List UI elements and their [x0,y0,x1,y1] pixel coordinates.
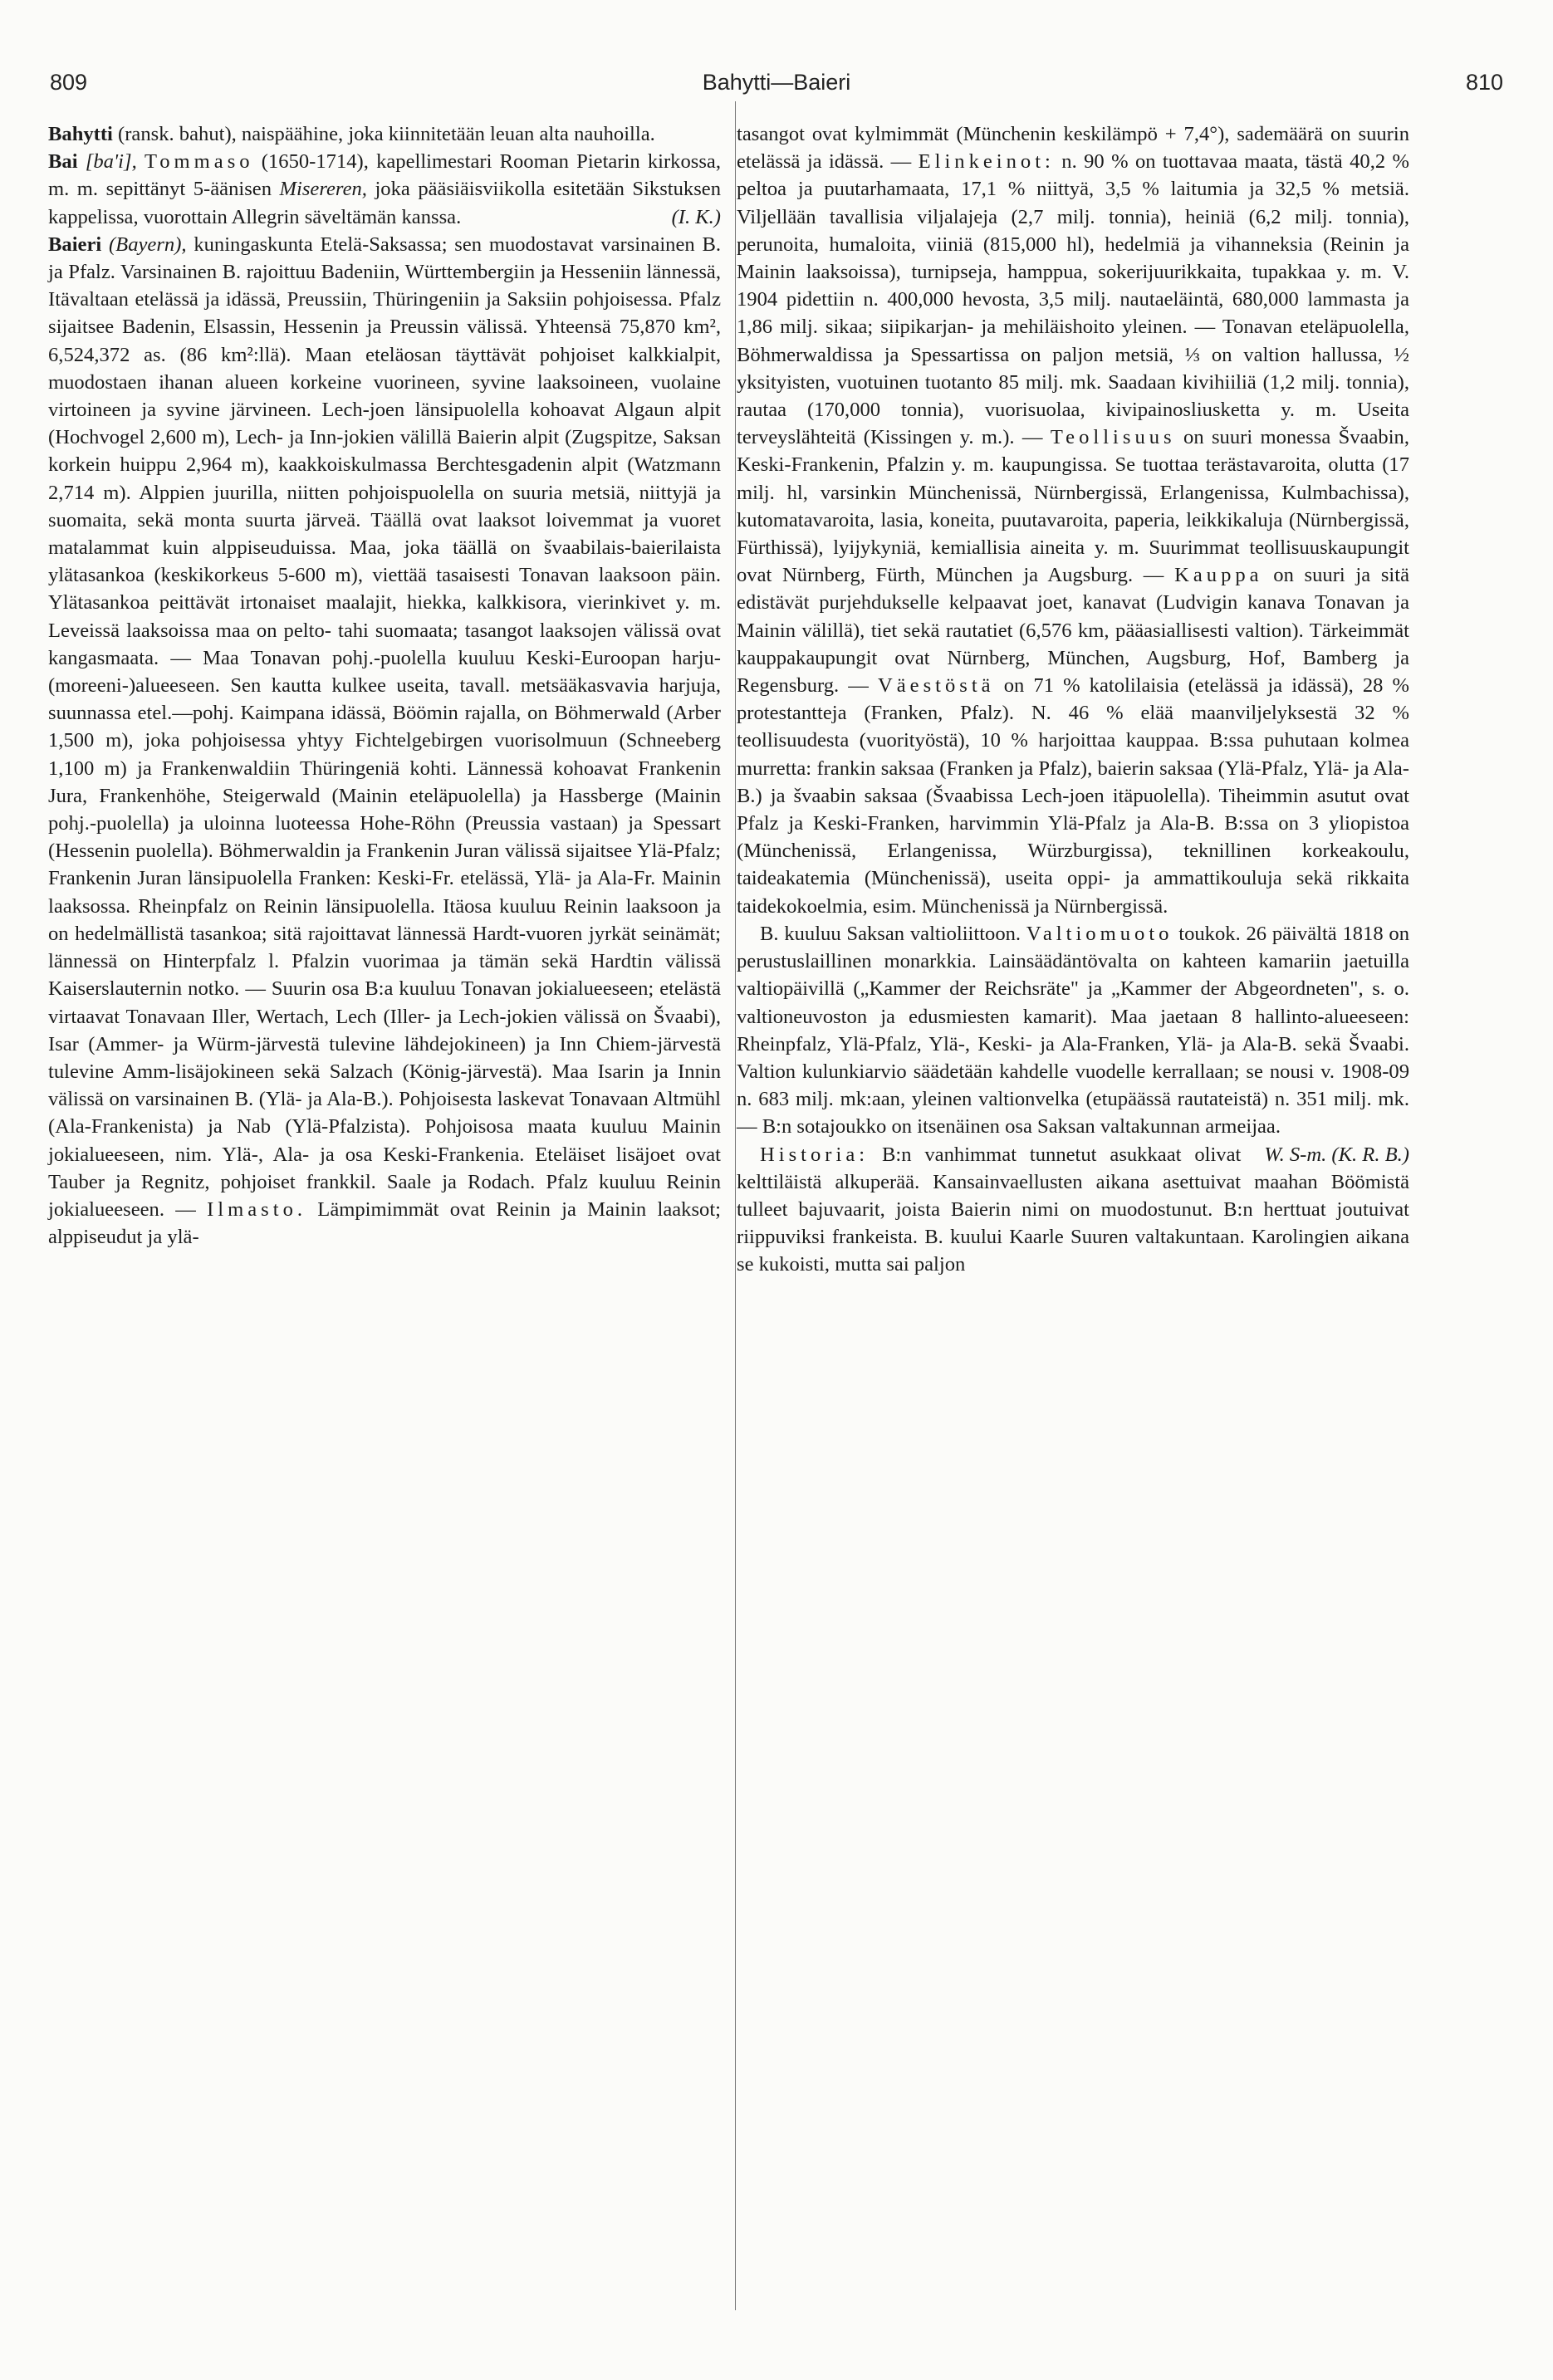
page-number-left: 809 [50,70,88,95]
entry-term: Bahytti [48,123,113,145]
right-column [737,120,1409,1279]
left-column [48,120,721,1251]
entry-term: Bai [48,150,78,174]
entry-term: Baieri [48,233,102,256]
entry-name: Tommaso [144,150,254,174]
entry-text: (ransk. bahut), naispäähine, joka kiinnitetään leuan alta nauhoilla. [118,123,655,145]
entry-text: joka pääsiäisviikolla esitetään Sikstuksen kappelissa, vuorottain Allegrin säveltämän kanssa. [48,178,721,228]
entry-work: Misereren, [279,178,367,201]
entry-pronunciation: [ba'i], [85,150,137,174]
section-label-elinkeinot: Elinkeinot: [918,150,1055,174]
paragraph-text: n. 90 % on tuottavaa maata, tästä 40,2 % peltoa ja puutarhamaata, 17,1 % niittyä, 3,5 % laitumia ja 32,5 % metsiä. Viljellään tavallisia viljalajeja (2,7 milj. tonnia), heiniä (6,2 milj. tonnia), perunoita, humaloita, viiniä (815,000 hl), hedelmiä ja vihanneksia (Reinin ja Mainin laaksoissa), turnipseja, hamppua, sokerijuurikkaita, tupakkaa y. m. V. 1904 pidettiin n. 400,000 hevosta, 3,5 milj. nautaeläintä, 680,000 lammasta ja 1,86 milj. sikaa; siipikarjan- ja mehiläishoito yleinen. — Tonavan eteläpuolella, Böhmerwaldissa ja Spessartissa on paljon metsiä, ⅓ on valtion hallussa, ½ yksityisten, vuotuinen tuotanto 85 milj. mk. Saadaan kivihiiliä (1,2 milj. tonnia), rautaa (170,000 tonnia), vuorisuolaa, kivipainosliusketta y. m. Useita terveyslähteitä (Kissingen y. m.). — [737,150,1410,449]
column-divider [735,101,736,2310]
paragraph-text: tasangot ovat kylmimmät (Münchenin keskilämpö + 7,4°), sademäärä on suurin etelässä ja idässä. — [737,123,1409,174]
section-label-kauppa: Kauppa [1174,564,1263,587]
entry-text: (1650-1714), kapellimestari Rooman Pietarin kirkossa, m. m. sepittänyt 5-äänisen [48,150,721,201]
section-label-ilmasto: Ilmasto. [207,1197,307,1221]
entry-bahytti [48,120,721,148]
section-label-valtiomuoto: Valtiomuoto [1026,922,1173,945]
page-title: Bahytti—Baieri [702,70,851,95]
section-label-teollisuus: Teollisuus [1050,426,1176,449]
paragraph-text: on suuri monessa Švaabin, Keski-Frankenin, Pfalzin y. m. kaupungissa. Se tuottaa terästavaroita, olutta (17 milj. hl, varsinkin Münchenissä, Nürnbergissä, Erlangenissa, Kulmbachissa), kutomatavaroita, lasia, koneita, puutavaroita, paperia, leikkikaluja (Nürnbergissä, Fürthissä), lyijykyniä, kemiallisia aineita y. m. Suurimmat teollisuuskaupungit ovat Nürnberg, Fürth, München ja Augsburg. — [737,426,1409,587]
entry-text: kuningaskunta Etelä-Saksassa; sen muodostavat varsinainen B. ja Pfalz. Varsinainen B. rajoittuu Badeniin, Württembergiin ja Hesseniin lännessä, Itävaltaan etelässä ja idässä, Preussiin, Thüringeniin ja Saksiin pohjoisessa. Pfalz sijaitsee Badenin, Elsassin, Hessenin ja Preussin välissä. Yhteensä 75,870 km², 6,524,372 as. (86 km²:llä). Maan eteläosan täyttävät pohjoiset kalkkialpit, muodostaen ihanan alueen korkeine vuorineen, syvine laaksoineen, vuolaine virtoineen ja syvine järvineen. Lech-joen länsipuolella kohoavat Algaun alpit (Hochvogel 2,600 m), Lech- ja Inn-jokien välillä Baierin alpit (Zugspitze, Saksan korkein huippu 2,964 m), kaakkoiskulmassa Berchtesgadenin alpit (Watzmann 2,714 m). Alppien juurilla, niitten pohjoispuolella on suuria metsiä, niittyjä ja suomaita, sekä monta suurta järveä. Täällä ovat laaksot loivemmat ja vuoret matalammat kuin alppiseuduissa. Maa, joka täällä on švaabilais-baierilaista ylätasankoa (keskikorkeus 5-600 m), viettää tasaisesti Tonavan laaksoon päin. Ylätasankoa peittävät irtonaiset maalajit, hiekka, kalkkisora, vierinkivet y. m. Leveissä laaksoissa maa on pelto- tahi suomaata; tasangot laaksojen välissä ovat kangasmaata. — Maa Tonavan pohj.-puolella kuuluu Keski-Euroopan harju- (moreeni-)alueeseen. Sen kautta kulkee useita, tavall. metsääkasvavia harjuja, suunnassa etel.—pohj. Kaimpana idässä, Böömin rajalla, on Böhmerwald (Arber 1,500 m), joka pohjoisessa yhtyy Fichtelgebirgen vuorisolmuun (Schneeberg 1,100 m) ja Frankenwaldiin Thüringeniä kohti. Lännessä kohoavat Frankenin Jura, Frankenhöhe, Steigerwald (Mainin eteläpuolella) ja Hassberge (Mainin pohj.-puolella) ja uloinna luoteessa Hohe-Röhn (Preussia vastaan) ja Spessart (Hessenin puolella). Böhmerwaldin ja Frankenin Juran välissä sijaitsee Ylä-Pfalz; Frankenin Juran länsipuolella Franken: Keski-Fr. etelässä, Ylä- ja Ala-Fr. Mainin laaksossa. Rheinpfalz on Reinin länsipuolella. Itäosa kuuluu Reinin laaksoon ja on hedelmällistä tasankoa; sitä rajoittavat lännessä Hardt-vuoren jyrkät seinämät; lännessä on Hinterpfalz l. Pfalzin vuorimaa ja tämän sekä Hardtin välissä Kaiserslauternin notko. — Suurin osa B:a kuuluu Tonavan jokialueeseen; etelästä virtaavat Tonavaan Iller, Wertach, Lech (Iller- ja Lech-jokien välissä on Švaabi), Isar (Ammer- ja Würm-järvestä tulevine lähdejokineen) ja Inn Chiem-järvestä tulevine Amm-lisäjokineen sekä Salzach (König-järvestä). Maa Isarin ja Innin välissä on varsinainen B. (Ylä- ja Ala-B.). Pohjoisesta laskevat Tonavaan Altmühl (Ala-Frankenista) ja Nab (Ylä-Pfalzista). Pohjoisosa maata kuuluu Mainin jokialueeseen, nim. Ylä-, Ala- ja osa Keski-Frankenia. Eteläiset lisäjoet ovat Tauber ja Regnitz, pohjoiset frankkil. Saale ja Rodach. Pfalz kuuluu Reinin jokialueeseen. — [48,233,721,1221]
section-label-vaesto: Väestöstä [877,674,995,698]
entry-native-name: (Bayern), [108,233,187,256]
entry-text: Lämpimimmät ovat Reinin ja Mainin laaksot; alppiseudut ja ylä- [48,1197,721,1249]
paragraph-text: B:n vanhimmat tunnetut asukkaat olivat kelttiläistä alkuperää. Kansainvaellusten aikana asettuivat maahan Böömistä tulleet bajuvaarit, joista Baierin nimi on muodostunut. B:n herttuat joutuivat riippuviksi frankeista. B. kuului Kaarle Suuren valtakuntaan. Karolingien aikana se kukoisti, mutta sai paljon [737,1143,1409,1276]
author-signature: W. S-m. (K. R. B.) [1264,1143,1409,1166]
paragraph-text: B. kuuluu Saksan valtioliittoon. [760,922,1021,945]
entry-bai [48,148,721,231]
paragraph-geography [737,120,1409,920]
page-header [50,70,1503,106]
paragraph-text: on suuri ja sitä edistävät purjehdukselle kelpaavat joet, kanavat (Ludvigin kanava Tonavan ja Mainin välillä), tiet sekä rautatiet (6,576 km, pääasiallisesti valtion). Tärkeimmät kauppakaupungit ovat Nürnberg, München, Augsburg, Hof, Bamberg ja Regensburg. — [737,564,1409,698]
entry-baieri [48,231,721,1251]
author-signature: (I. K.) [671,205,721,228]
paragraph-text: toukok. 26 päivältä 1818 on perustuslaillinen monarkkia. Lainsäädäntövalta on kahteen kamariin jaetuilla valtiopäivillä („Kammer der Reichsräte" ja „Kammer der Abgeordneten", s. o. valtioneuvoston ja edusmiesten kamarit). Maa jaetaan 8 hallinto-alueeseen: Rheinpfalz, Ylä-Pfalz, Ylä-, Keski- ja Ala-Franken, Ylä- ja Ala-B. sekä Švaabi. Valtion kulunkiarvio säädetään kahdelle vuodelle kerrallaan; se nousi v. 1908-09 n. 683 milj. mk:aan, yleinen valtionvelka (etupäässä rautateistä) n. 351 milj. mk. — B:n sotajoukko on itsenäinen osa Saksan valtakunnan armeijaa. [737,922,1410,1139]
section-label-historia: Historia: [760,1143,870,1166]
page-number-right: 810 [1465,70,1503,95]
paragraph-text: on 71 % katolilaisia (etelässä ja idässä), 28 % protestantteja (Franken, Pfalz). N. 46 % elää maanviljelyksestä 32 % teollisuudesta (vuorityöstä), 10 % harjoittaa kauppaa. B:ssa puhutaan kolmea murretta: frankin saksaa (Franken ja Pfalz), baierin saksaa (Ylä-Pfalz, Ylä- ja Ala-B.) ja švaabin saksaa (Švaabissa Lech-joen itäpuolella). Tiheimmin asutut ovat Pfalz ja Keski-Franken, harvimmin Ylä-Pfalz ja Ala-B. B:ssa on 3 yliopistoa (Münchenissä, Erlangenissa, Würzburgissa), teknillinen korkeakoulu, taideakatemia (Münchenissä), useita oppi- ja ammattikouluja sekä rikkaita taidekokoelmia, esim. Münchenissä ja Nürnbergissä. [737,674,1409,918]
